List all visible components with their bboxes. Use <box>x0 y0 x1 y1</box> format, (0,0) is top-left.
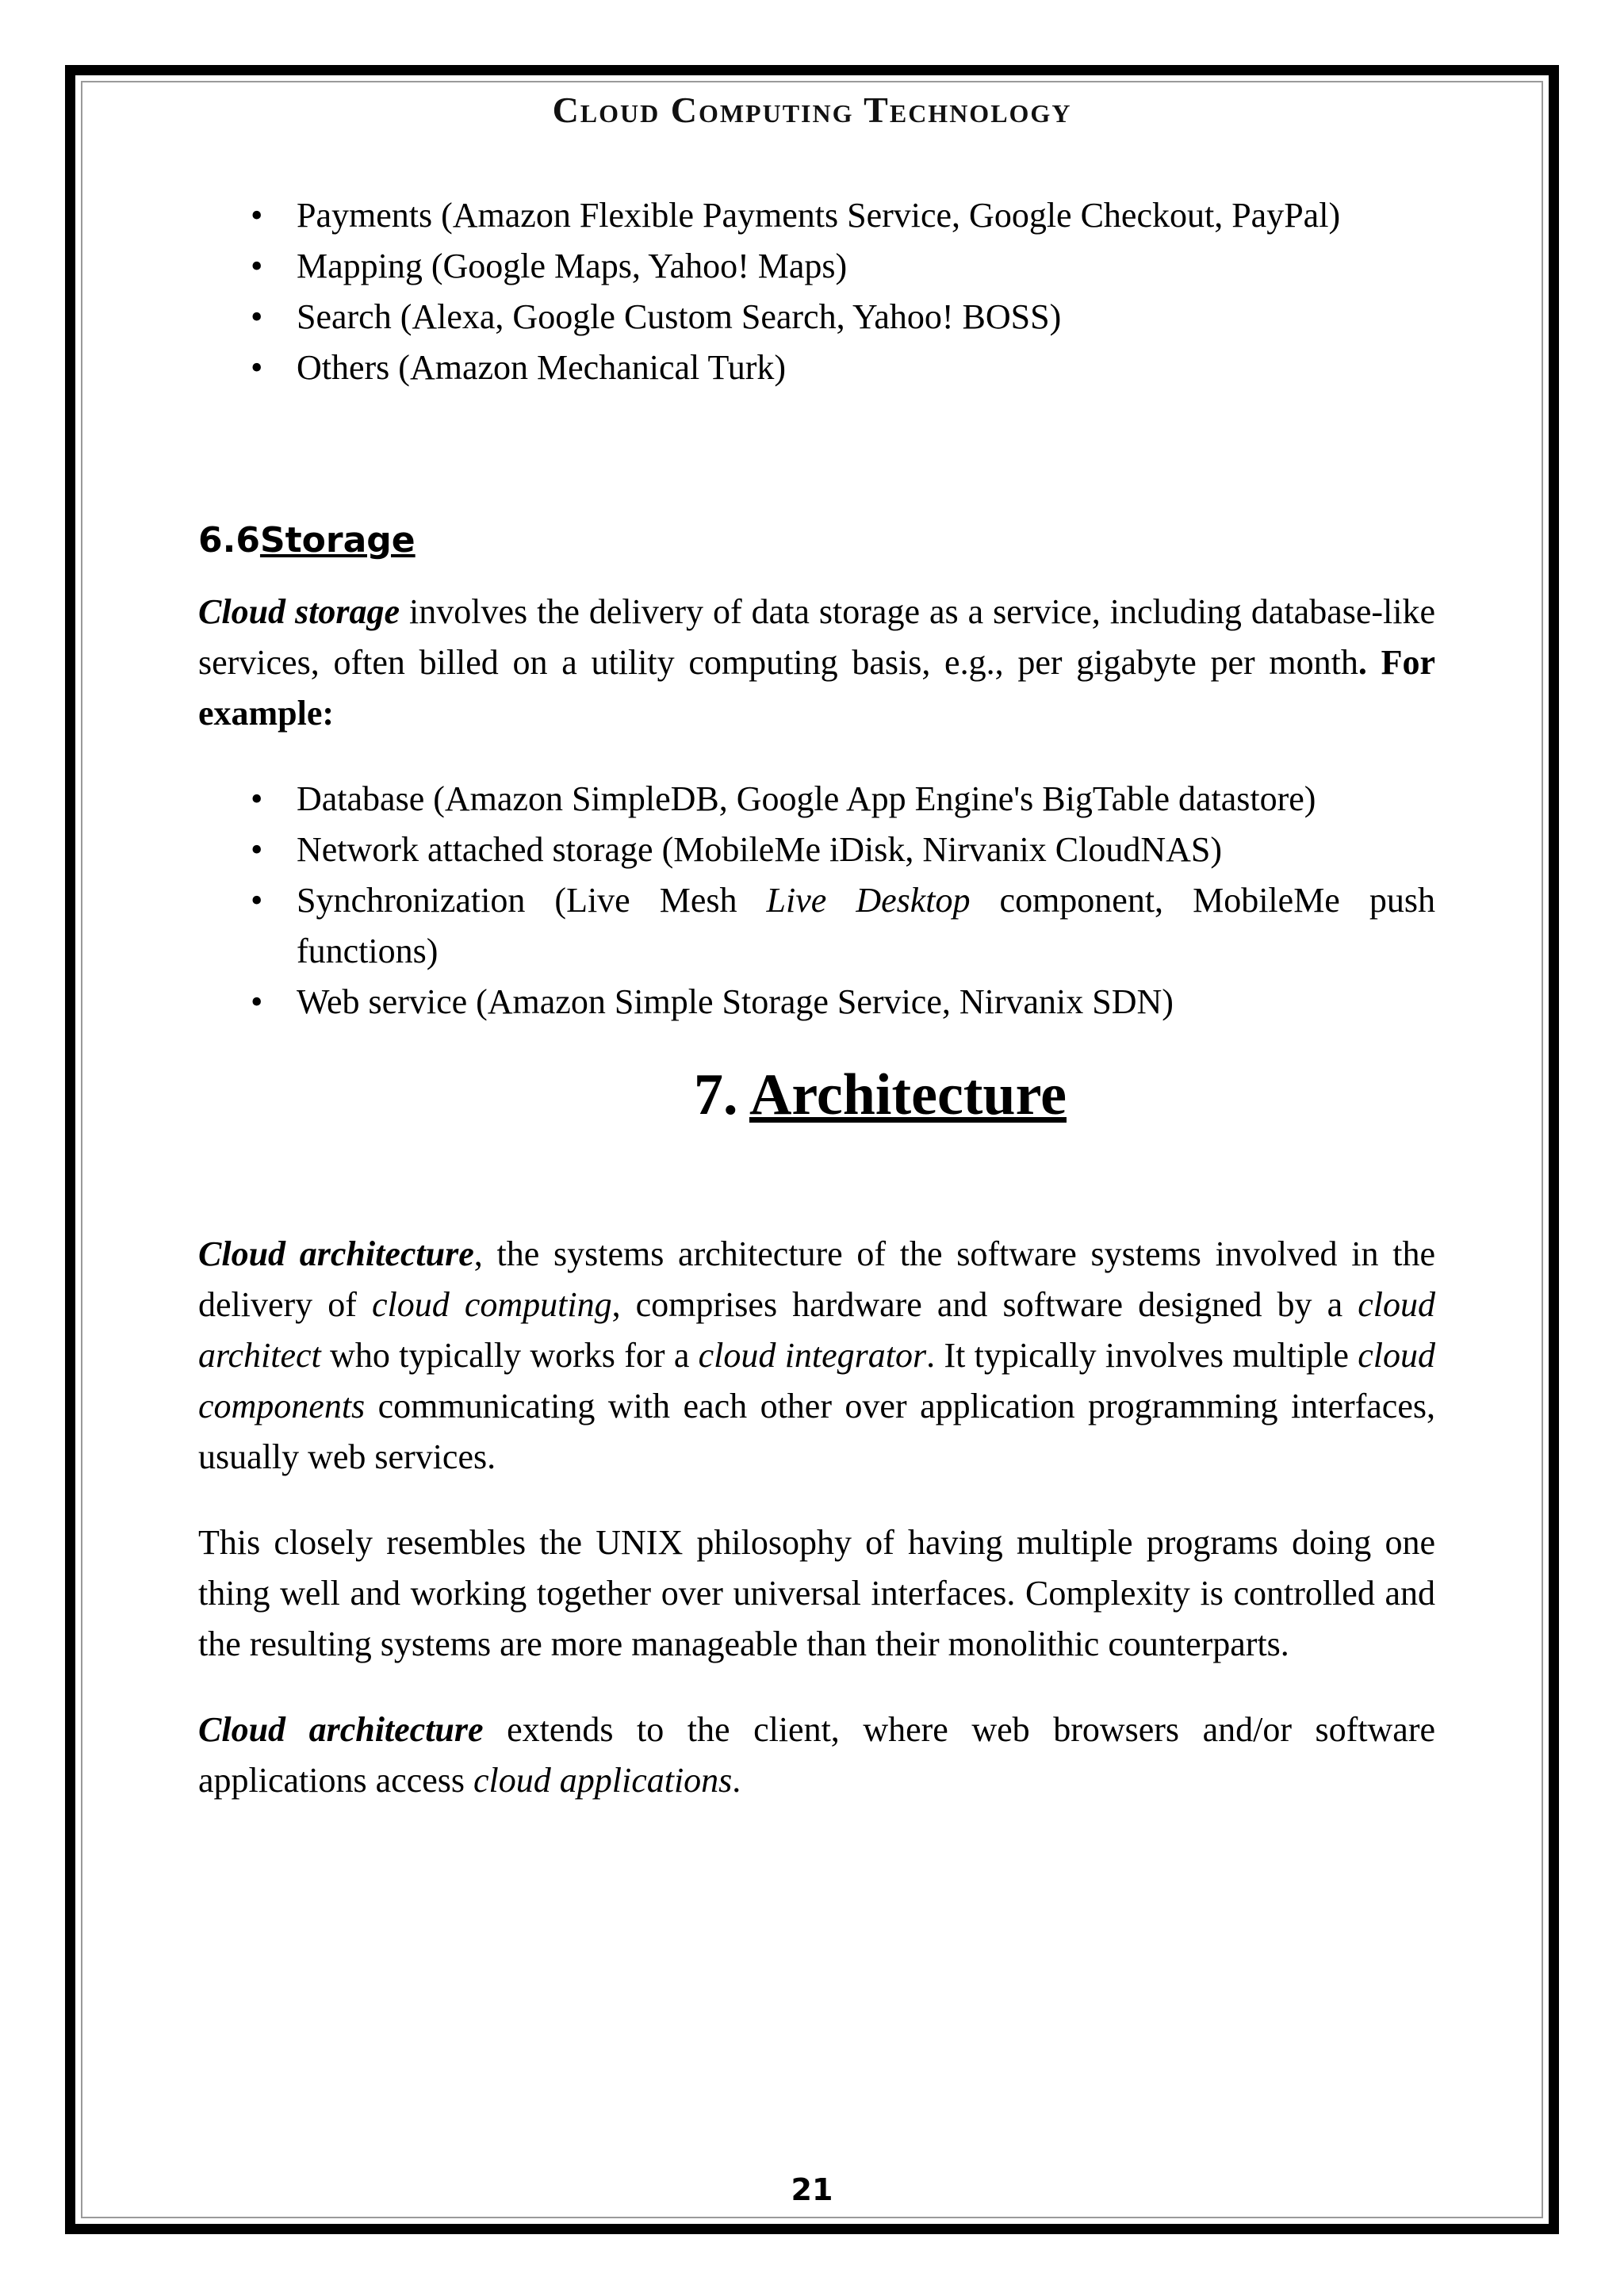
chapter-number: 7. <box>694 1062 749 1127</box>
services-list <box>198 190 1435 393</box>
list-item: • Database (Amazon SimpleDB, Google App Engine's BigTable datastore) <box>198 774 1435 825</box>
bullet-icon: • <box>251 348 263 387</box>
bullet-icon: • <box>251 830 263 869</box>
list-item: • Network attached storage (MobileMe iDisk, Nirvanix CloudNAS) <box>198 825 1435 875</box>
list-item: • Search (Alexa, Google Custom Search, Yahoo! BOSS) <box>198 292 1435 342</box>
bullet-icon: • <box>251 297 263 336</box>
architecture-paragraph-3: Cloud architecture extends to the client, where web browsers and/or software applications access cloud applications. <box>198 1710 1435 1800</box>
list-item: • Web service (Amazon Simple Storage Service, Nirvanix SDN) <box>198 977 1435 1027</box>
list-item: • Payments (Amazon Flexible Payments Service, Google Checkout, PayPal) <box>198 190 1435 241</box>
bullet-icon: • <box>251 247 263 285</box>
running-header: Cloud Computing Technology <box>552 90 1072 130</box>
bullet-icon: • <box>251 982 263 1021</box>
bullet-icon: • <box>251 196 263 235</box>
chapter-title: Architecture <box>749 1062 1067 1127</box>
list-item: • Others (Amazon Mechanical Turk) <box>198 342 1435 393</box>
section-number: 6.6 <box>198 520 260 561</box>
architecture-paragraph-2: This closely resembles the UNIX philosophy of having multiple programs doing one thing well and working together over universal interfaces. Complexity is controlled and the resulting systems are more manageable than their monolithic counterparts. <box>198 1523 1435 1663</box>
list-item: • Mapping (Google Maps, Yahoo! Maps) <box>198 241 1435 292</box>
storage-paragraph: Cloud storage involves the delivery of data storage as a service, including database-like services, often billed on a utility computing basis, e.g., per gigabyte per month. For example: <box>198 592 1436 733</box>
list-item: • Synchronization (Live Mesh Live Desktop component, MobileMe push functions) <box>198 875 1435 977</box>
section-heading-storage <box>198 517 1435 564</box>
page-content <box>198 190 1435 1806</box>
bullet-icon: • <box>251 779 263 818</box>
page-number: 21 <box>791 2172 833 2207</box>
lead-term: Cloud storage <box>198 592 400 631</box>
bullet-icon: • <box>251 881 263 920</box>
storage-list <box>198 774 1435 1027</box>
example-label: . For example: <box>198 643 1436 733</box>
section-title: Storage <box>259 520 416 561</box>
chapter-heading-architecture <box>198 1059 1435 1131</box>
architecture-paragraph-1: Cloud architecture, the systems architecture of the software systems involved in the delivery of cloud computing, comprises hardware and software designed by a cloud architect who typically works for a cloud integrator. It typically involves multiple cloud components communicating with each other over application programming interfaces, usually web services. <box>198 1234 1436 1476</box>
